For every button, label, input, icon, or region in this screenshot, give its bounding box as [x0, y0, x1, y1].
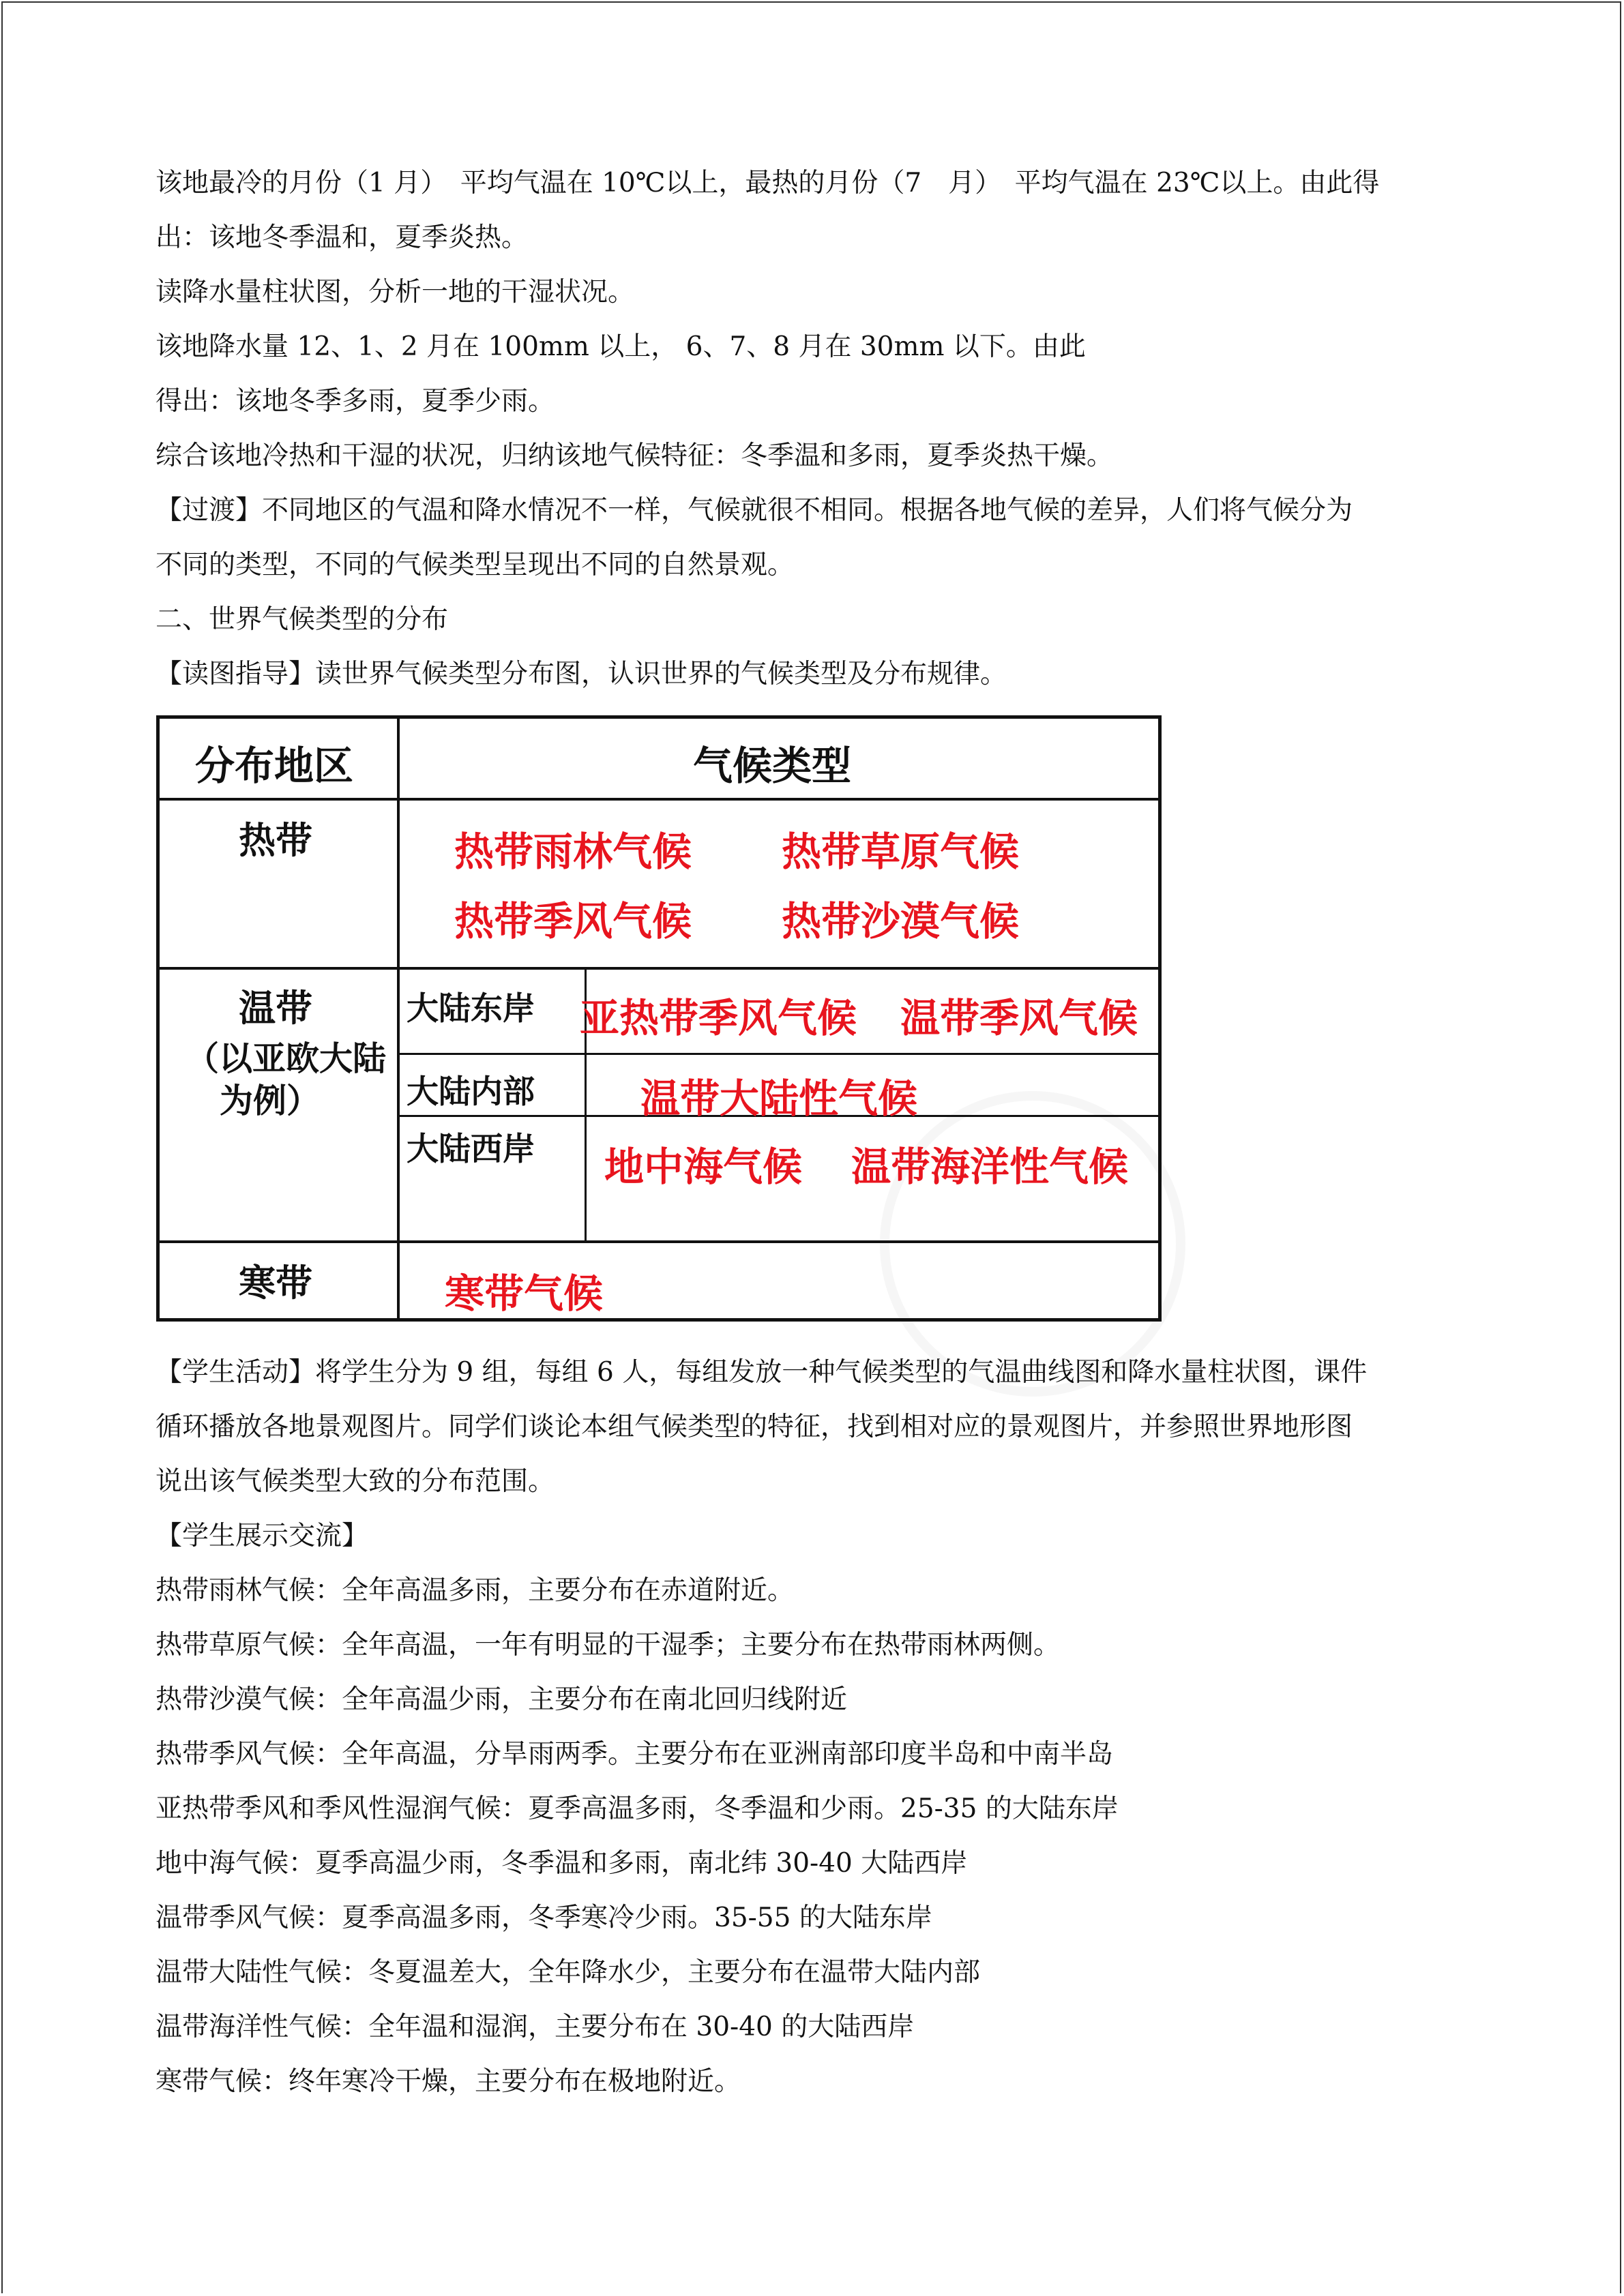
section-heading: 二、世界气候类型的分布 [156, 604, 449, 635]
climate-type: 热带草原气候 [782, 829, 1020, 875]
climate-type: 热带季风气候 [454, 898, 692, 944]
text-line: 寒带气候：终年寒冷干燥，主要分布在极地附近。 [156, 2066, 741, 2097]
text-line: 不同的类型，不同的气候类型呈现出不同的自然景观。 [156, 550, 795, 580]
subregion-east-coast: 大陆东岸 [407, 990, 535, 1028]
section-heading: 【学生展示交流】 [156, 1521, 369, 1551]
text-line: 温带季风气候：夏季高温多雨，冬季寒冷少雨。35-55 的大陆东岸 [156, 1903, 932, 1933]
text-line: 温带大陆性气候：冬夏温差大，全年降水少，主要分布在温带大陆内部 [156, 1957, 981, 1988]
text-line: 出：该地冬季温和，夏季炎热。 [156, 222, 529, 253]
climate-type: 寒带气候 [445, 1270, 604, 1317]
climate-type: 温带季风气候 [900, 995, 1138, 1041]
region-frigid: 寒带 [239, 1262, 312, 1304]
climate-type: 温带海洋性气候 [851, 1144, 1129, 1190]
climate-type: 温带大陆性气候 [640, 1075, 918, 1122]
header-climate-type: 气候类型 [693, 743, 852, 789]
climate-table [156, 715, 1162, 1322]
text-line: 【学生活动】将学生分为 9 组，每组 6 人，每组发放一种气候类型的气温曲线图和降水量柱状图，课件 [156, 1357, 1368, 1388]
text-line: 该地降水量 12、1、2 月在 100mm 以上， 6、7、8 月在 30mm 以下。由此 [156, 331, 1086, 362]
climate-type: 热带沙漠气候 [782, 898, 1020, 944]
text-line: 热带草原气候：全年高温，一年有明显的干湿季；主要分布在热带雨林两侧。 [156, 1630, 1061, 1660]
text-line: 【过渡】不同地区的气温和降水情况不一样，气候就很不相同。根据各地气候的差异，人们将气候分为 [156, 495, 1353, 526]
text-line: 热带季风气候：全年高温，分旱雨两季。主要分布在亚洲南部印度半岛和中南半岛 [156, 1739, 1114, 1770]
text-line: 得出：该地冬季多雨，夏季少雨。 [156, 386, 555, 417]
text-line: 温带海洋性气候：全年温和湿润，主要分布在 30-40 的大陆西岸 [156, 2012, 915, 2042]
climate-type: 地中海气候 [604, 1144, 803, 1190]
region-temperate: 温带 [239, 987, 312, 1030]
subregion-west-coast: 大陆西岸 [407, 1131, 535, 1168]
text-line: 循环播放各地景观图片。同学们谈论本组气候类型的特征，找到相对应的景观图片，并参照世界地形图 [156, 1412, 1353, 1442]
text-line: 地中海气候：夏季高温少雨，冬季温和多雨，南北纬 30-40 大陆西岸 [156, 1848, 968, 1879]
header-region: 分布地区 [195, 743, 354, 789]
text-line: 说出该气候类型大致的分布范围。 [156, 1466, 555, 1497]
region-note: 为例） [220, 1082, 321, 1120]
text-line: 亚热带季风和季风性湿润气候：夏季高温多雨，冬季温和少雨。25-35 的大陆东岸 [156, 1793, 1119, 1824]
region-note: （以亚欧大陆 [186, 1039, 387, 1078]
text-line: 【读图指导】读世界气候类型分布图，认识世界的气候类型及分布规律。 [156, 659, 1007, 689]
text-line: 读降水量柱状图，分析一地的干湿状况。 [156, 277, 635, 308]
text-line: 综合该地冷热和干湿的状况，归纳该地气候特征：冬季温和多雨，夏季炎热干燥。 [156, 441, 1114, 471]
subregion-inland: 大陆内部 [407, 1073, 535, 1111]
text-line: 该地最冷的月份（1 月） 平均气温在 10℃以上，最热的月份（7 月） 平均气温在 23℃以上。由此得 [156, 168, 1380, 198]
text-line: 热带沙漠气候：全年高温少雨，主要分布在南北回归线附近 [156, 1684, 848, 1715]
climate-type: 亚热带季风气候 [580, 995, 857, 1041]
climate-type: 热带雨林气候 [454, 829, 692, 875]
region-tropical: 热带 [239, 819, 312, 862]
text-line: 热带雨林气候：全年高温多雨，主要分布在赤道附近。 [156, 1575, 795, 1606]
